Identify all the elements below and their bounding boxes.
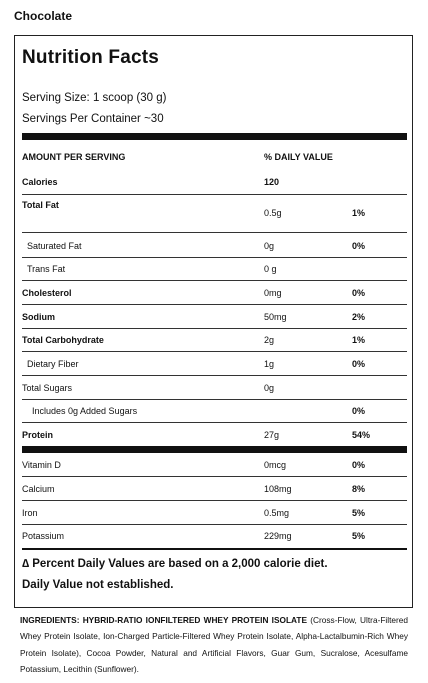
nutrient-name: Saturated Fat — [27, 241, 82, 251]
nutrient-row-cholesterol — [22, 288, 407, 305]
nutrient-daily-value: 0% — [352, 241, 366, 251]
nutrient-name: Vitamin D — [22, 460, 61, 470]
nutrient-amount: 120 — [264, 177, 280, 187]
nutrient-row-calcium — [22, 484, 407, 501]
nutrient-daily-value: 0% — [352, 359, 366, 369]
servings-per-container: Servings Per Container ~30 — [22, 113, 164, 125]
nutrient-amount: 0.5mg — [264, 508, 290, 518]
not-established-footnote: Daily Value not established. — [22, 579, 174, 591]
nutrient-amount: 50mg — [264, 312, 287, 322]
nutrient-row-iron — [22, 508, 407, 525]
header-amount-per-serving: AMOUNT PER SERVING — [22, 152, 126, 162]
divider — [22, 548, 407, 550]
nutrient-daily-value: 8% — [352, 484, 366, 494]
nutrient-name: Dietary Fiber — [27, 359, 79, 369]
nutrient-amount: 1g — [264, 359, 275, 369]
nutrient-daily-value: 5% — [352, 531, 366, 541]
nutrient-amount: 0mg — [264, 288, 282, 298]
nutrient-row-protein — [22, 430, 407, 446]
ingredients-label: INGREDIENTS: HYBRID-RATIO IONFILTERED WHEY PROTEIN ISOLATE — [20, 615, 308, 625]
nutrient-row-vitamin-d — [22, 460, 407, 477]
nutrient-name: Total Fat — [22, 200, 59, 210]
nutrient-name: Sodium — [22, 312, 55, 322]
nutrient-name: Iron — [22, 508, 38, 518]
ingredients-text: (Cross-Flow, Ultra-Filtered Whey Protein Isolate, Ion-Charged Particle-Filtered Whey Protein Isolate, Alpha-Lactalbumin-Rich Whey Protein Isolate), Cocoa Powder, Natural and Artificial Flavors, Guar Gum, Sucralose, Acesulfame Potassium, Lecithin (Sunflower). — [20, 615, 408, 675]
nutrient-daily-value: 54% — [352, 430, 371, 440]
nutrient-amount: 0g — [264, 241, 275, 251]
nutrient-name: Total Carbohydrate — [22, 335, 104, 345]
nutrient-name: Total Sugars — [22, 383, 73, 393]
nutrition-facts-panel — [14, 35, 413, 608]
nutrient-row-added-sugars — [22, 406, 407, 423]
header-daily-value: % DAILY VALUE — [264, 152, 333, 162]
nutrient-name: Potassium — [22, 531, 65, 541]
nutrient-amount: 2g — [264, 335, 275, 345]
nutrient-daily-value: 0% — [352, 406, 366, 416]
nutrient-name: Calcium — [22, 484, 55, 494]
nutrient-row-calories — [22, 177, 407, 195]
nutrient-daily-value: 1% — [352, 208, 366, 218]
nutrient-amount: 229mg — [264, 531, 292, 541]
nutrient-row-trans-fat — [22, 264, 407, 281]
nutrient-name: Trans Fat — [27, 264, 66, 274]
nutrient-amount: 108mg — [264, 484, 292, 494]
thick-divider — [22, 133, 407, 140]
nutrient-amount: 0 g — [264, 264, 277, 274]
nutrient-amount: 0.5g — [264, 208, 282, 218]
nutrient-daily-value: 0% — [352, 460, 366, 470]
nutrient-daily-value: 1% — [352, 335, 366, 345]
nutrient-row-sodium — [22, 312, 407, 329]
nutrient-daily-value: 5% — [352, 508, 366, 518]
nutrient-name: Includes 0g Added Sugars — [32, 406, 138, 416]
table-header — [22, 152, 407, 176]
nutrient-amount: 0mcg — [264, 460, 287, 470]
nutrient-row-total-fat — [22, 200, 407, 233]
daily-value-footnote: ∆ Percent Daily Values are based on a 2,000 calorie diet. — [22, 558, 328, 570]
panel-title: Nutrition Facts — [22, 47, 160, 68]
nutrient-row-total-carbohydrate — [22, 335, 407, 352]
nutrient-name: Calories — [22, 177, 58, 187]
nutrient-row-total-sugars — [22, 383, 407, 400]
nutrient-name: Protein — [22, 430, 54, 440]
nutrient-name: Cholesterol — [22, 288, 72, 298]
nutrient-amount: 27g — [264, 430, 280, 440]
nutrient-amount: 0g — [264, 383, 275, 393]
nutrient-daily-value: 0% — [352, 288, 366, 298]
nutrient-daily-value: 2% — [352, 312, 366, 322]
flavor-label: Chocolate — [14, 9, 73, 23]
nutrient-row-potassium — [22, 531, 407, 547]
thick-divider — [22, 446, 407, 453]
nutrient-row-saturated-fat — [22, 241, 407, 258]
ingredients-statement — [20, 612, 408, 678]
serving-size: Serving Size: 1 scoop (30 g) — [22, 92, 167, 104]
nutrient-row-dietary-fiber — [22, 359, 407, 376]
